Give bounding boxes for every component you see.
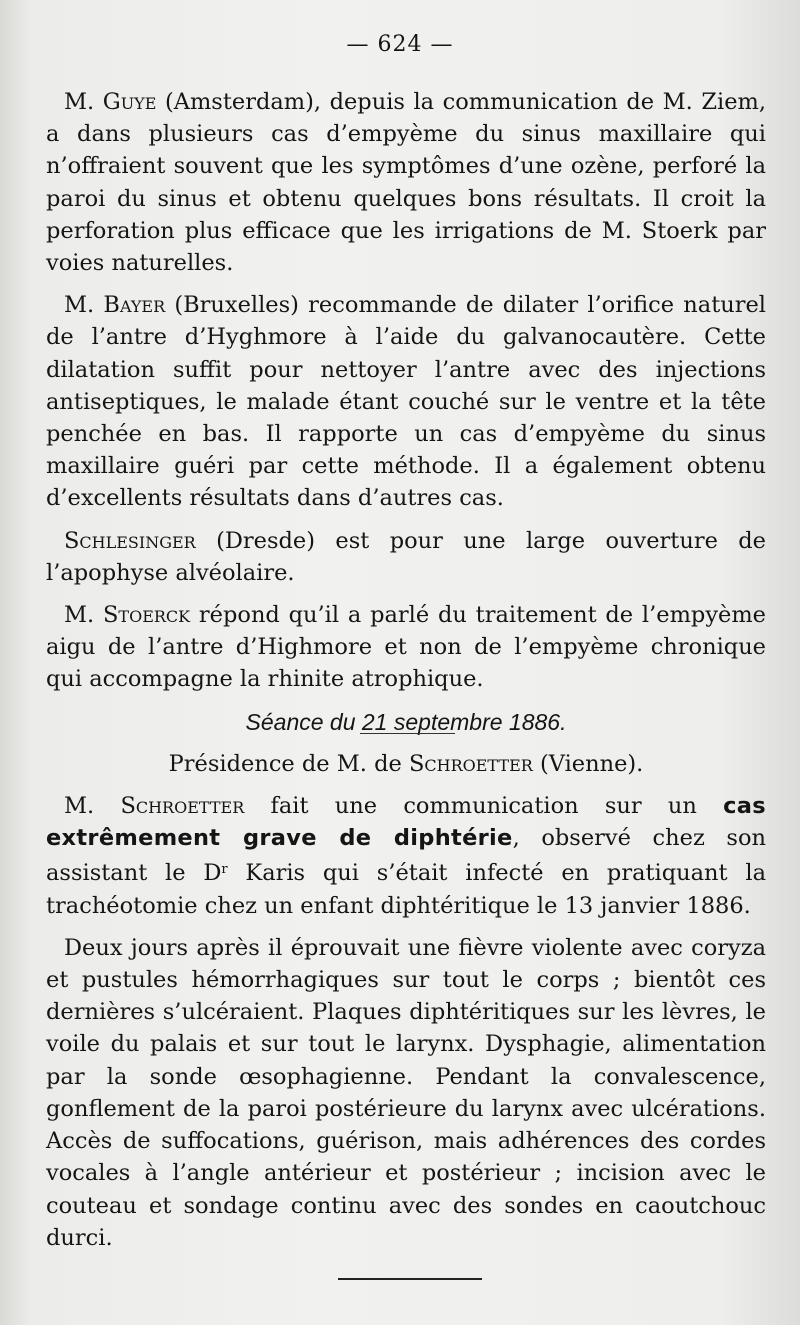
paragraph-text: , observé chez son assistant le D	[46, 825, 766, 887]
paragraph-text: (Bruxelles) recommande de dilater l’orifice naturel de l’antre d’Hyghmore à l’aide du galvanocautère. Cette dilatation suffit pour nettoyer l’antre avec des injections antiseptiques, le malade étant couché sur le ventre et la tête penchée en bas. Il rapporte un cas d’empyème du sinus maxillaire guéri par cette méthode. Il a également obtenu d’excellents résultats dans d’autres cas.	[46, 292, 766, 512]
speaker-name: Schroetter	[120, 793, 245, 820]
superscript: r	[221, 862, 228, 878]
paragraph-text: (Amsterdam), depuis la communication de M. Ziem, a dans plusieurs cas d’empyème du sinus maxillaire qui n’offraient souvent que les symptômes d’une ozène, perforé la paroi du sinus et obtenu quelques bons résultats. Il croit la perforation plus efficace que les irrigations de M. Stoerk par voies naturelles.	[46, 89, 766, 277]
speaker-name: Schlesinger	[64, 527, 196, 554]
bold-emphasis: cas extrêmement grave de diphtérie	[46, 793, 766, 852]
page-body	[46, 86, 766, 1264]
presidency-prefix: Présidence de M. de	[168, 750, 409, 777]
speaker-prefix: M.	[64, 89, 103, 115]
session-heading: Séance du 21 septembre 1886.	[245, 708, 567, 735]
paragraph-schroetter	[46, 790, 766, 922]
speaker-prefix: M.	[64, 793, 121, 820]
president-name: Schroetter	[408, 750, 533, 777]
paragraph-bayer	[46, 289, 766, 514]
paragraph-text: fait une communication sur un	[244, 793, 724, 820]
paragraph-schlesinger	[46, 525, 766, 589]
speaker-name: Stoerck	[103, 602, 191, 629]
section-divider-bottom	[338, 1278, 482, 1280]
paragraph-guye	[46, 86, 766, 279]
presidency-suffix: (Vienne).	[532, 750, 644, 777]
paragraph-text: répond qu’il a parlé du traitement de l’empyème aigu de l’antre d’Highmore et non de l’empyème chronique qui accompagne la rhinite atrophique.	[46, 602, 767, 693]
paragraph-stoerck	[46, 599, 766, 696]
section-divider-top	[360, 733, 455, 734]
paragraph-text: (Dresde) est pour une large ouverture de l’apophyse alvéolaire.	[46, 527, 766, 586]
speaker-prefix: M.	[64, 602, 103, 629]
presidency-line	[46, 748, 766, 780]
speaker-name: Guye	[102, 89, 157, 115]
paragraph-text: Karis qui s’était infecté en pratiquant la trachéotomie chez un enfant diphtéritique le 13 janvier 1886.	[46, 860, 766, 919]
paragraph-case-description: Deux jours après il éprouvait une fièvre violente avec coryza et pustules hémorrhagiques sur tout le corps ; bientôt ces dernières s’ulcéraient. Plaques diphtéritiques sur les lèvres, le voile du palais et sur tout le larynx. Dysphagie, alimentation par la sonde œsophagienne. Pendant la convalescence, gonflement de la paroi postérieure du larynx avec ulcérations. Accès de suffocations, guérison, mais adhérences des cordes vocales à l’angle antérieur et postérieur ; incision avec le couteau et sondage continu avec des sondes en caoutchouc durci.	[46, 934, 766, 1251]
page-number: — 624 —	[346, 32, 454, 57]
speaker-prefix: M.	[64, 292, 104, 319]
speaker-name: Bayer	[103, 292, 166, 319]
